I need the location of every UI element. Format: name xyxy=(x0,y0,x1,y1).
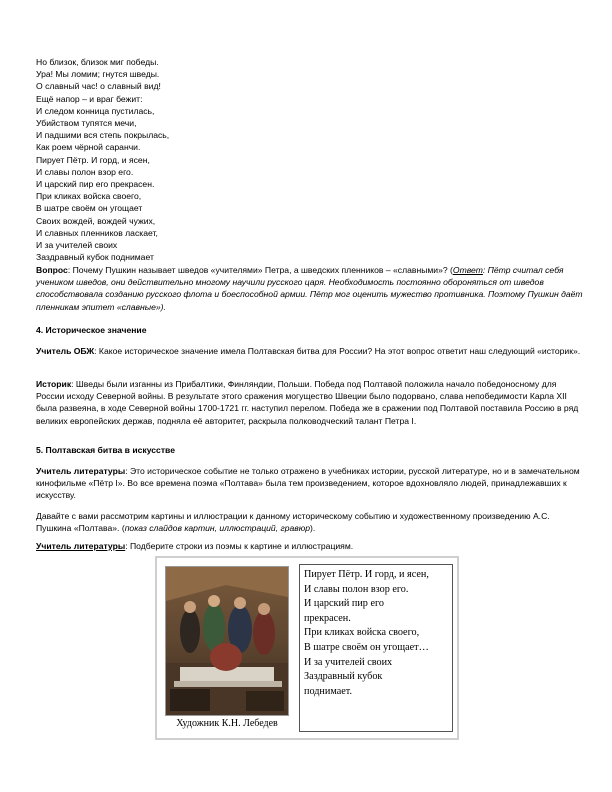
verse-box xyxy=(299,564,453,732)
poem-line: Своих вождей, вождей чужих, xyxy=(36,215,156,226)
poem-line: И славы полон взор его. xyxy=(36,166,134,177)
poem-excerpt xyxy=(36,56,169,263)
slides-paragraph xyxy=(36,510,584,534)
task-text: : Подберите строки из поэмы к картине и иллюстрациям. xyxy=(125,541,354,551)
poem-line: И царский пир его прекрасен. xyxy=(36,179,155,190)
verse-line: При кликах войска своего, xyxy=(304,627,420,639)
question-label: Вопрос xyxy=(36,265,68,275)
historian-text: : Шведы были изганны из Прибалтики, Финляндии, Польши. Победа под Полтавой положила начало победоносному для России исходу Северной войны. В результате этого сражения могущество Швеции было подорвано, слава непобедимости Карла XII была развеяна, в ходе Северной войны 1700-1721 гг. наступил перелом. Победа же в сражении под Полтавой поставила Россию в ряд великих европейских держав, подняла её авторитет, раскрыла полководческий талант Петра I. xyxy=(36,379,579,426)
literature-label: Учитель литературы xyxy=(36,466,126,476)
painting-caption: Художник К.Н. Лебедев xyxy=(176,718,278,729)
slides-note: показ слайдов картин, иллюстраций, гравюр xyxy=(124,523,311,534)
painting-illustration xyxy=(166,567,288,715)
poem-line: Ещё напор – и враг бежит: xyxy=(36,93,143,104)
verse-line: И за учителей своих xyxy=(304,656,393,668)
poem-line: Ура! Мы ломим; гнутся шведы. xyxy=(36,69,160,80)
verse-line: Заздравный кубок xyxy=(304,671,383,683)
poem-line: О славный час! о славный вид! xyxy=(36,81,161,92)
section-4-heading: 4. Историческое значение xyxy=(36,325,147,335)
poem-line: Убийством тупятся мечи, xyxy=(36,118,137,129)
painting-figure xyxy=(155,556,459,740)
poem-line: И за учителей своих xyxy=(36,240,118,251)
task-paragraph xyxy=(36,540,584,552)
slides-text: Давайте с вами рассмотрим картины и иллюстрации к данному историческому событию и художественному произведению А.С. Пушкина «Полтава». ( xyxy=(36,511,550,534)
poem-line: И падшими вся степь покрылась, xyxy=(36,130,170,141)
slides-end: ). xyxy=(310,523,316,534)
poem-line: И славных пленников ласкает, xyxy=(36,227,158,238)
verse-line: Пирует Пётр. И горд, и ясен, xyxy=(304,569,429,580)
poem-line: И следом конница пустилась, xyxy=(36,105,155,116)
verse-line: В шатре своём он угощает… xyxy=(304,641,429,653)
task-label: Учитель литературы xyxy=(36,541,126,551)
historian-label: Историк xyxy=(36,379,72,389)
verse-line: И славы полон взор его. xyxy=(304,583,409,595)
poem-line: Пирует Пётр. И горд, и ясен, xyxy=(36,154,150,165)
poem-line: При кликах войска своего, xyxy=(36,191,142,202)
verse-line: И царский пир его xyxy=(304,598,384,610)
poem-line: Заздравный кубок поднимает xyxy=(36,252,154,263)
poem-line: В шатре своём он угощает xyxy=(36,203,143,214)
verse-line: прекрасен. xyxy=(304,612,351,624)
question-paragraph xyxy=(36,264,584,313)
historian-paragraph xyxy=(36,378,584,427)
painting-image xyxy=(165,566,289,716)
question-text: : Почему Пушкин называет шведов «учителями» Петра, а шведских пленников – «славными»? ( xyxy=(67,265,453,275)
literature-text: : Это историческое событие не только отражено в учебниках истории, русской литературе, но и в замечательном кинофильме «Пётр I». Во все времена поэма «Полтава» была тем произведением, которое вдохновляло людей, принадлежавших к искусству. xyxy=(36,466,580,501)
section-5-heading: 5. Полтавская битва в искусстве xyxy=(36,445,175,455)
answer-label: Ответ xyxy=(452,265,483,275)
poem-line: Как роем чёрной саранчи. xyxy=(36,142,141,153)
answer-text: : Пётр считал себя учеником шведов, они действительно многому научили русского царя. Необходимость постоянно обороняться от шведов способствовала созданию русского флота и боеспособной армии. Пётр мог оценить мужество противника. Поэтому Пушкин даёт пленникам эпитет «славные»). xyxy=(36,265,583,312)
poem-line: Но близок, близок миг победы. xyxy=(36,57,159,67)
obzh-paragraph xyxy=(36,345,584,357)
verse-line: поднимает. xyxy=(304,685,352,697)
obzh-text: : Какое историческое значение имела Полтавская битва для России? На этот вопрос ответит наш следующий «историк». xyxy=(94,346,581,356)
literature-paragraph xyxy=(36,465,584,502)
obzh-label: Учитель ОБЖ xyxy=(36,346,95,356)
